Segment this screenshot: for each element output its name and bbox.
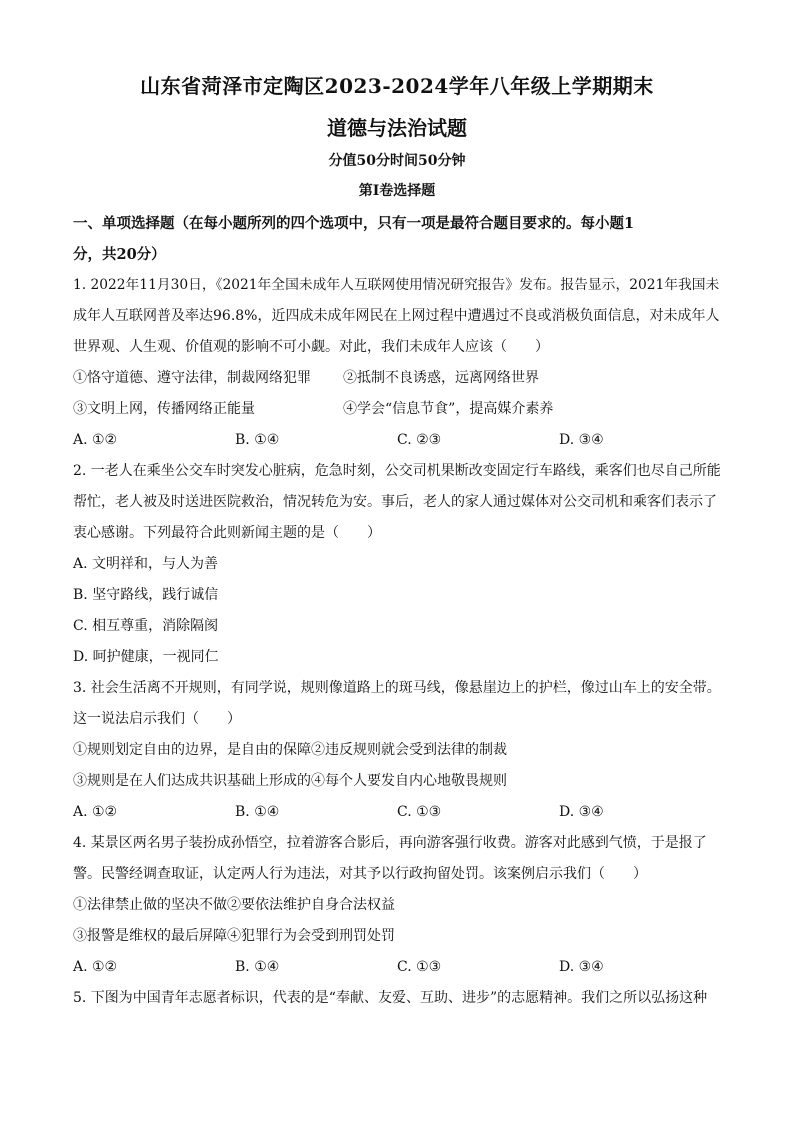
option-c[interactable]: C. ②③	[397, 432, 442, 448]
question-4-text-line1: 4. 某景区两名男子装扮成孙悟空，拉着游客合影后，再向游客强行收费。游客对此感到气愤，于是报了	[73, 835, 707, 851]
question-1-options	[73, 425, 723, 456]
option-b[interactable]: B. ①④	[235, 432, 280, 448]
score-time-info: 分值50分时间50分钟	[328, 153, 466, 169]
question-3-statements-row2: ③规则是在人们达成共识基础上形成的④每个人要发自内心地敬畏规则	[73, 773, 507, 789]
option-c[interactable]: C. ①③	[397, 804, 442, 820]
option-c[interactable]: C. ①③	[397, 959, 442, 975]
question-1-text-line1: 1. 2022年11月30日，《2021年全国未成年人互联网使用情况研究报告》发布。报告显示，2021年我国未	[73, 277, 720, 293]
question-4	[73, 828, 723, 983]
question-1-statements-row1	[73, 363, 723, 394]
exam-title: 山东省菏泽市定陶区2023-2024学年八年级上学期期末	[140, 74, 654, 98]
question-4-options	[73, 952, 723, 983]
question-2	[73, 456, 723, 673]
question-3	[73, 673, 723, 828]
statement-2: ②抵制不良诱惑，远离网络世界	[343, 370, 539, 386]
question-2-text-line1: 2. 一老人在乘坐公交车时突发心脏病，危急时刻，公交司机果断改变固定行车路线，乘客们也尽自己所能	[73, 463, 721, 479]
section-heading-line1: 一、单项选择题（在每小题所列的四个选项中，只有一项是最符合题目要求的。每小题1	[73, 215, 635, 232]
option-a[interactable]: A. ①②	[73, 432, 118, 448]
option-b[interactable]: B. 坚守路线，践行诚信	[73, 587, 219, 603]
option-b[interactable]: B. ①④	[235, 804, 280, 820]
question-3-text-line2: 这一说法启示我们（ ）	[73, 711, 241, 727]
question-2-text-line2: 帮忙，老人被及时送进医院救治，情况转危为安。事后，老人的家人通过媒体对公交司机和乘客们表示了	[73, 494, 717, 510]
option-d[interactable]: D. ③④	[559, 432, 604, 448]
option-d[interactable]: D. ③④	[559, 804, 604, 820]
volume-heading: 第I卷选择题	[358, 183, 436, 199]
option-b[interactable]: B. ①④	[235, 959, 280, 975]
option-a[interactable]: A. ①②	[73, 959, 118, 975]
question-4-statements-row1: ①法律禁止做的坚决不做②要依法维护自身合法权益	[73, 897, 395, 913]
statement-4: ④学会“信息节食”，提高媒介素养	[343, 401, 554, 417]
question-1-text-line3: 世界观、人生观、价值观的影响不可小觑。对此，我们未成年人应该（ ）	[73, 339, 549, 355]
option-a[interactable]: A. ①②	[73, 804, 118, 820]
question-5	[73, 983, 723, 1014]
section-heading-line2: 分，共20分）	[73, 246, 166, 263]
question-3-statements-row1: ①规则划定自由的边界，是自由的保障②违反规则就会受到法律的制裁	[73, 742, 507, 758]
exam-subject-title: 道德与法治试题	[327, 116, 467, 140]
question-1-text-line2: 成年人互联网普及率达96.8%，近四成未成年网民在上网过程中遭遇过不良或消极负面信息，对未成年人	[73, 308, 720, 324]
option-a[interactable]: A. 文明祥和，与人为善	[73, 556, 219, 572]
question-2-text-line3: 衷心感谢。下列最符合此则新闻主题的是（ ）	[73, 525, 381, 541]
exam-content	[73, 208, 723, 1014]
question-4-text-line2: 警。民警经调查取证，认定两人行为违法，对其予以行政拘留处罚。该案例启示我们（ ）	[73, 866, 647, 882]
statement-3: ③文明上网，传播网络正能量	[73, 401, 255, 417]
option-d[interactable]: D. ③④	[559, 959, 604, 975]
question-5-text-line1: 5. 下图为中国青年志愿者标识，代表的是“奉献、友爱、互助、进步”的志愿精神。我们之所以弘扬这种	[73, 990, 708, 1006]
option-d[interactable]: D. 呵护健康，一视同仁	[73, 649, 219, 665]
question-1	[73, 270, 723, 456]
question-1-statements-row2	[73, 394, 723, 425]
statement-1: ①恪守道德、遵守法律，制裁网络犯罪	[73, 370, 311, 386]
question-3-options	[73, 797, 723, 828]
question-4-statements-row2: ③报警是维权的最后屏障④犯罪行为会受到刑罚处罚	[73, 928, 395, 944]
option-c[interactable]: C. 相互尊重，消除隔阂	[73, 618, 219, 634]
question-3-text-line1: 3. 社会生活离不开规则，有同学说，规则像道路上的斑马线，像悬崖边上的护栏，像过山车上的安全带。	[73, 680, 721, 696]
